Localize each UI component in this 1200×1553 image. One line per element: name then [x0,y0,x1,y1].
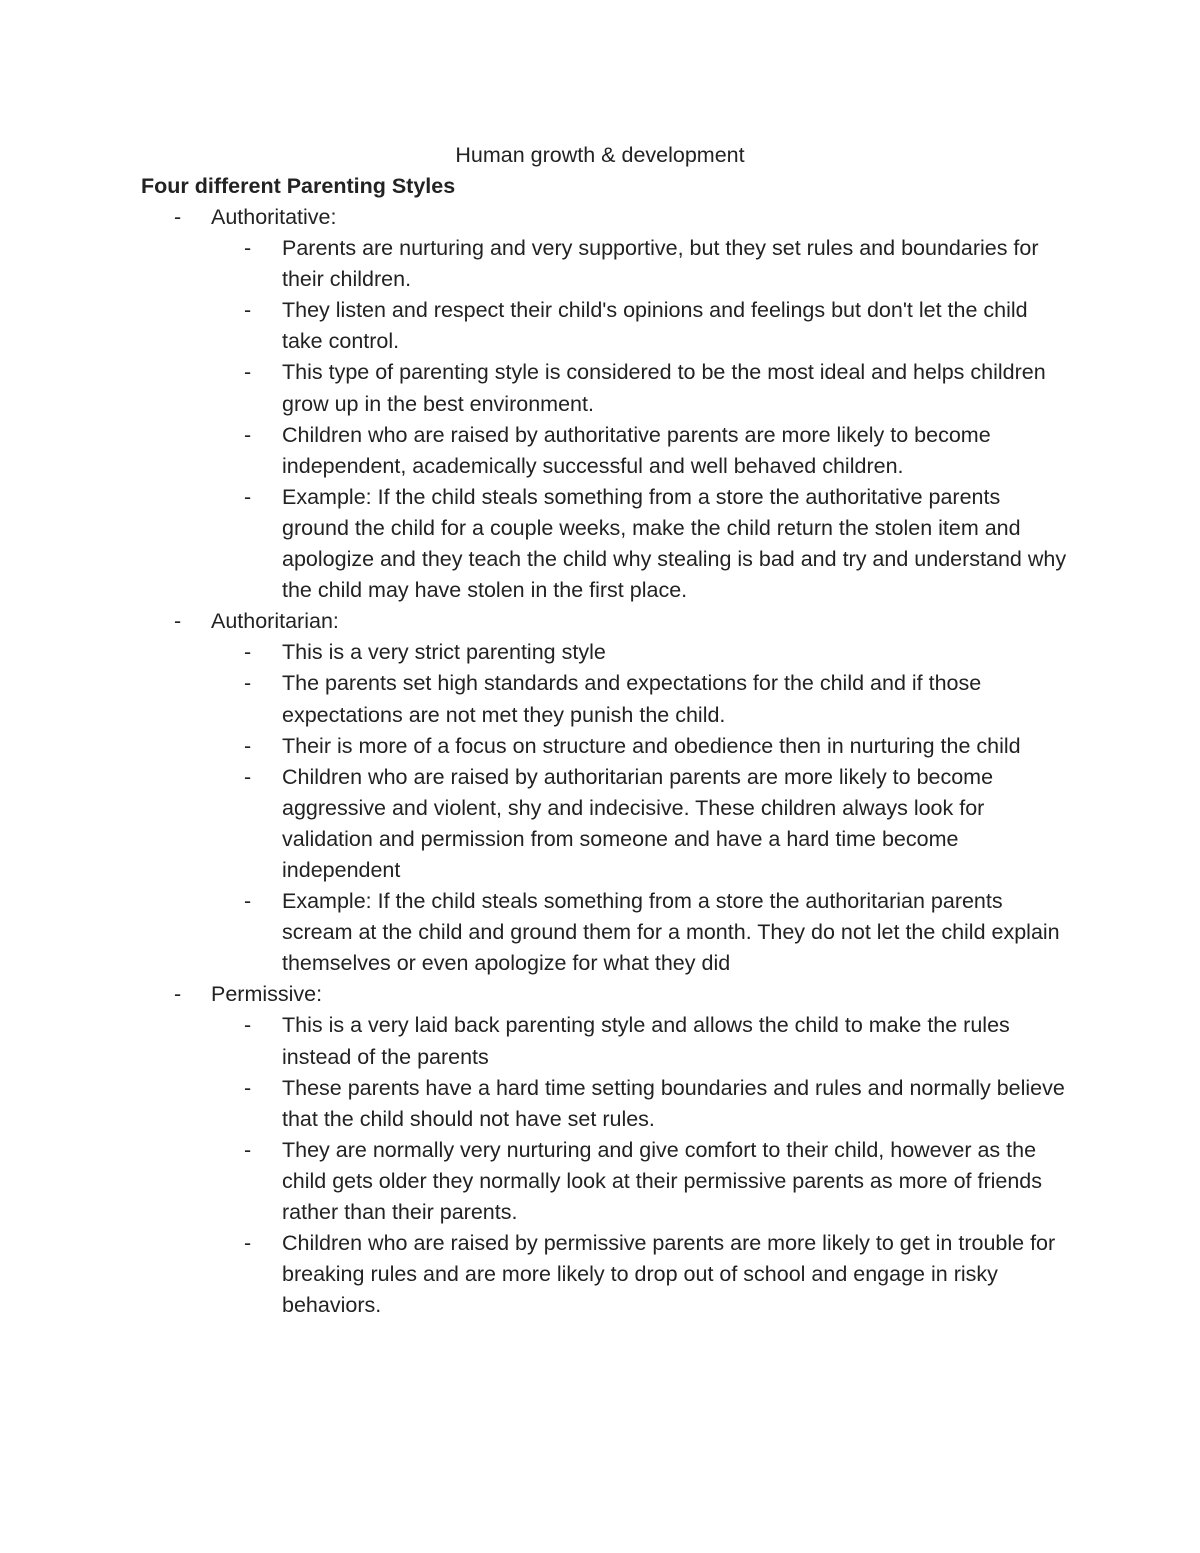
list-item [0,295,1067,357]
bullet-dash: - [244,1137,252,1162]
point-text: Children who are raised by authoritative parents are more likely to become independent, academically successful and well behaved children. [282,422,991,478]
bullet-dash: - [244,1075,252,1100]
point-text: Children who are raised by permissive parents are more likely to get in trouble for breaking rules and are more likely to drop out of school and engage in risky behaviors. [282,1231,1056,1318]
list-item [0,233,1067,295]
point-text: This is a very strict parenting style [282,640,606,665]
point-text: These parents have a hard time setting boundaries and rules and normally believe that the child should not have set rules. [282,1075,1065,1131]
style-points [211,1010,1200,1321]
bullet-dash: - [174,205,182,229]
style-points [211,233,1200,606]
point-text: Example: If the child steals something from a store the authoritative parents ground the child for a couple weeks, make the child return the stolen item and apologize and they teach the child why stealing is bad and try and understand why the child may have stolen in the first place. [282,484,1067,603]
point-text: Example: If the child steals something from a store the authoritarian parents scream at the child and ground them for a month. They do not let the child explain themselves or even apologize for what they did [282,889,1060,976]
point-text: Parents are nurturing and very supportive, but they set rules and boundaries for their children. [282,236,1039,292]
list-item [0,731,1067,762]
list-item [0,886,1067,979]
bullet-dash: - [244,236,252,261]
bullet-dash: - [244,733,252,758]
list-item [0,1073,1067,1135]
list-item [0,762,1067,886]
point-text: They listen and respect their child's opinions and feelings but don't let the child take control. [282,298,1028,354]
list-item [0,482,1067,606]
bullet-dash: - [244,640,252,665]
point-text: Their is more of a focus on structure and obedience then in nurturing the child [282,733,1021,758]
point-text: This is a very laid back parenting style and allows the child to make the rules instead of the parents [282,1013,1010,1069]
bullet-dash: - [244,422,252,447]
list-item [0,1228,1067,1321]
list-item [0,420,1067,482]
list-item [0,668,1067,730]
document-title: Human growth & development [455,143,745,167]
point-text: This type of parenting style is considered to be the most ideal and helps children grow up in the best environment. [282,360,1046,416]
bullet-dash: - [244,671,252,696]
style-item-permissive [0,979,1200,1321]
style-label: Authoritarian: [211,609,339,634]
bullet-dash: - [174,982,182,1007]
bullet-dash: - [244,1231,252,1256]
style-item-authoritarian [0,606,1200,979]
bullet-dash: - [244,484,252,509]
list-item [0,637,1067,668]
section-heading: Four different Parenting Styles [141,174,456,198]
list-item [0,357,1067,419]
style-label: Authoritative: [211,205,337,229]
style-label: Permissive: [211,982,323,1007]
bullet-dash: - [244,360,252,385]
bullet-dash: - [174,609,182,634]
list-item [0,1010,1067,1072]
bullet-dash: - [244,298,252,323]
style-points [211,637,1200,979]
point-text: The parents set high standards and expectations for the child and if those expectations are not met they punish the child. [282,671,982,727]
point-text: They are normally very nurturing and give comfort to their child, however as the child gets older they normally look at their permissive parents as more of friends rather than their parents. [282,1137,1043,1224]
list-item [0,1135,1067,1228]
bullet-dash: - [244,889,252,914]
bullet-dash: - [244,1013,252,1038]
parenting-styles-list [0,202,1200,1321]
bullet-dash: - [244,764,252,789]
style-item-authoritative [0,202,1200,606]
point-text: Children who are raised by authoritarian parents are more likely to become aggressive and violent, shy and indecisive. These children always look for validation and permission from someone and have a hard time become independent [282,764,994,882]
